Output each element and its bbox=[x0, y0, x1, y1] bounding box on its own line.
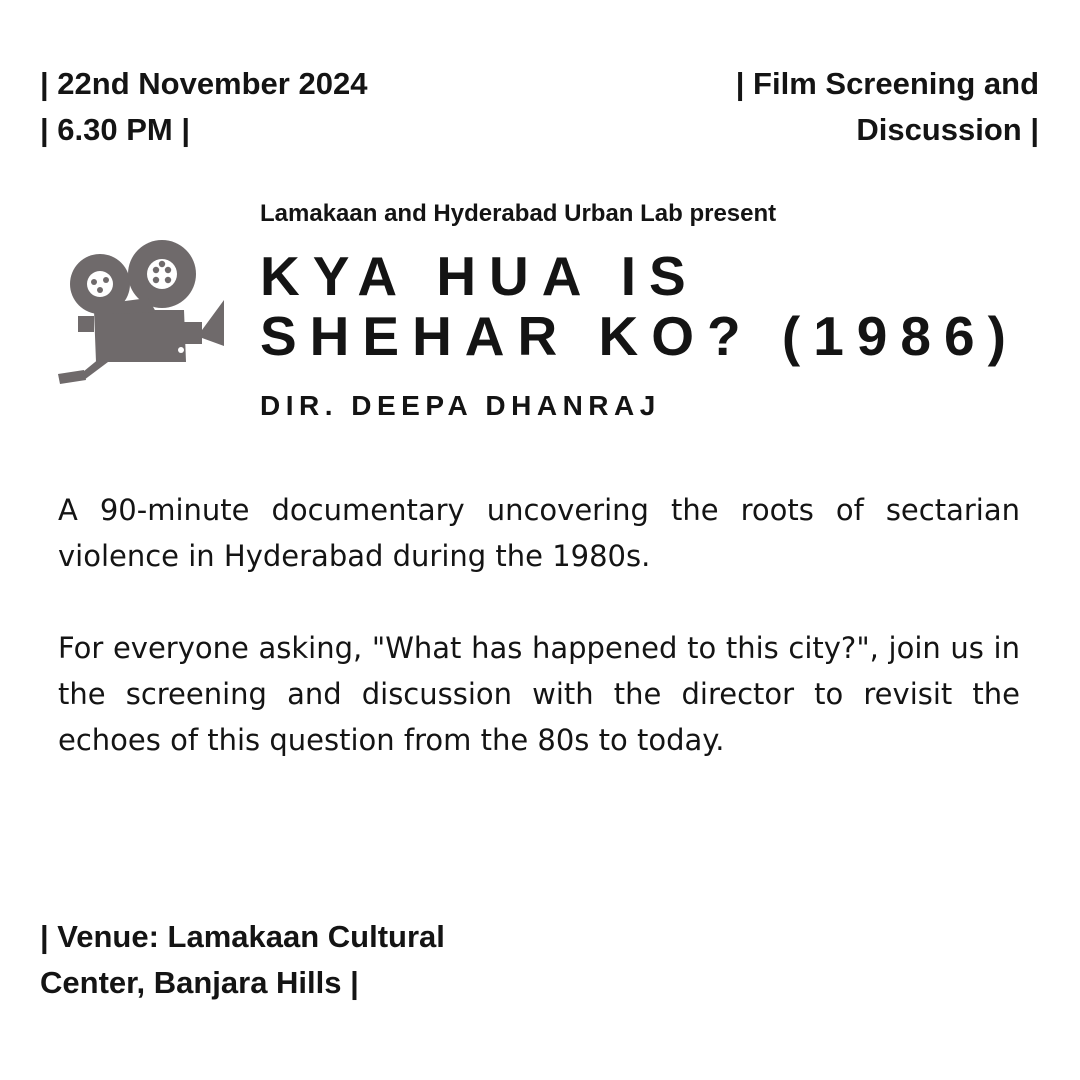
event-time: | 6.30 PM | bbox=[40, 112, 191, 147]
event-date: | 22nd November 2024 bbox=[40, 66, 368, 101]
venue-line-2: Center, Banjara Hills | bbox=[40, 965, 359, 1000]
film-title-line-2: SHEHAR KO? (1986) bbox=[260, 305, 1019, 367]
film-camera-icon bbox=[56, 240, 228, 388]
film-title bbox=[260, 246, 1019, 366]
event-type-line-1: | Film Screening and bbox=[735, 66, 1039, 101]
venue-line-1: | Venue: Lamakaan Cultural bbox=[40, 919, 445, 954]
event-date-time bbox=[40, 61, 367, 153]
event-type-line-2: Discussion | bbox=[856, 112, 1039, 147]
event-type bbox=[736, 61, 1039, 153]
film-title-line-1: KYA HUA IS bbox=[260, 245, 699, 307]
description-paragraph: A 90-minute documentary uncovering the roots of sectarian violence in Hyderabad during the 1980s. bbox=[58, 493, 1020, 573]
presenter-line: Lamakaan and Hyderabad Urban Lab present bbox=[260, 200, 777, 227]
director-credit: DIR. DEEPA DHANRAJ bbox=[260, 390, 661, 421]
venue bbox=[40, 914, 445, 1006]
invitation-paragraph: For everyone asking, "What has happened to this city?", join us in the screening and discussion with the director to revisit the echoes of this question from the 80s to today. bbox=[58, 631, 1020, 757]
